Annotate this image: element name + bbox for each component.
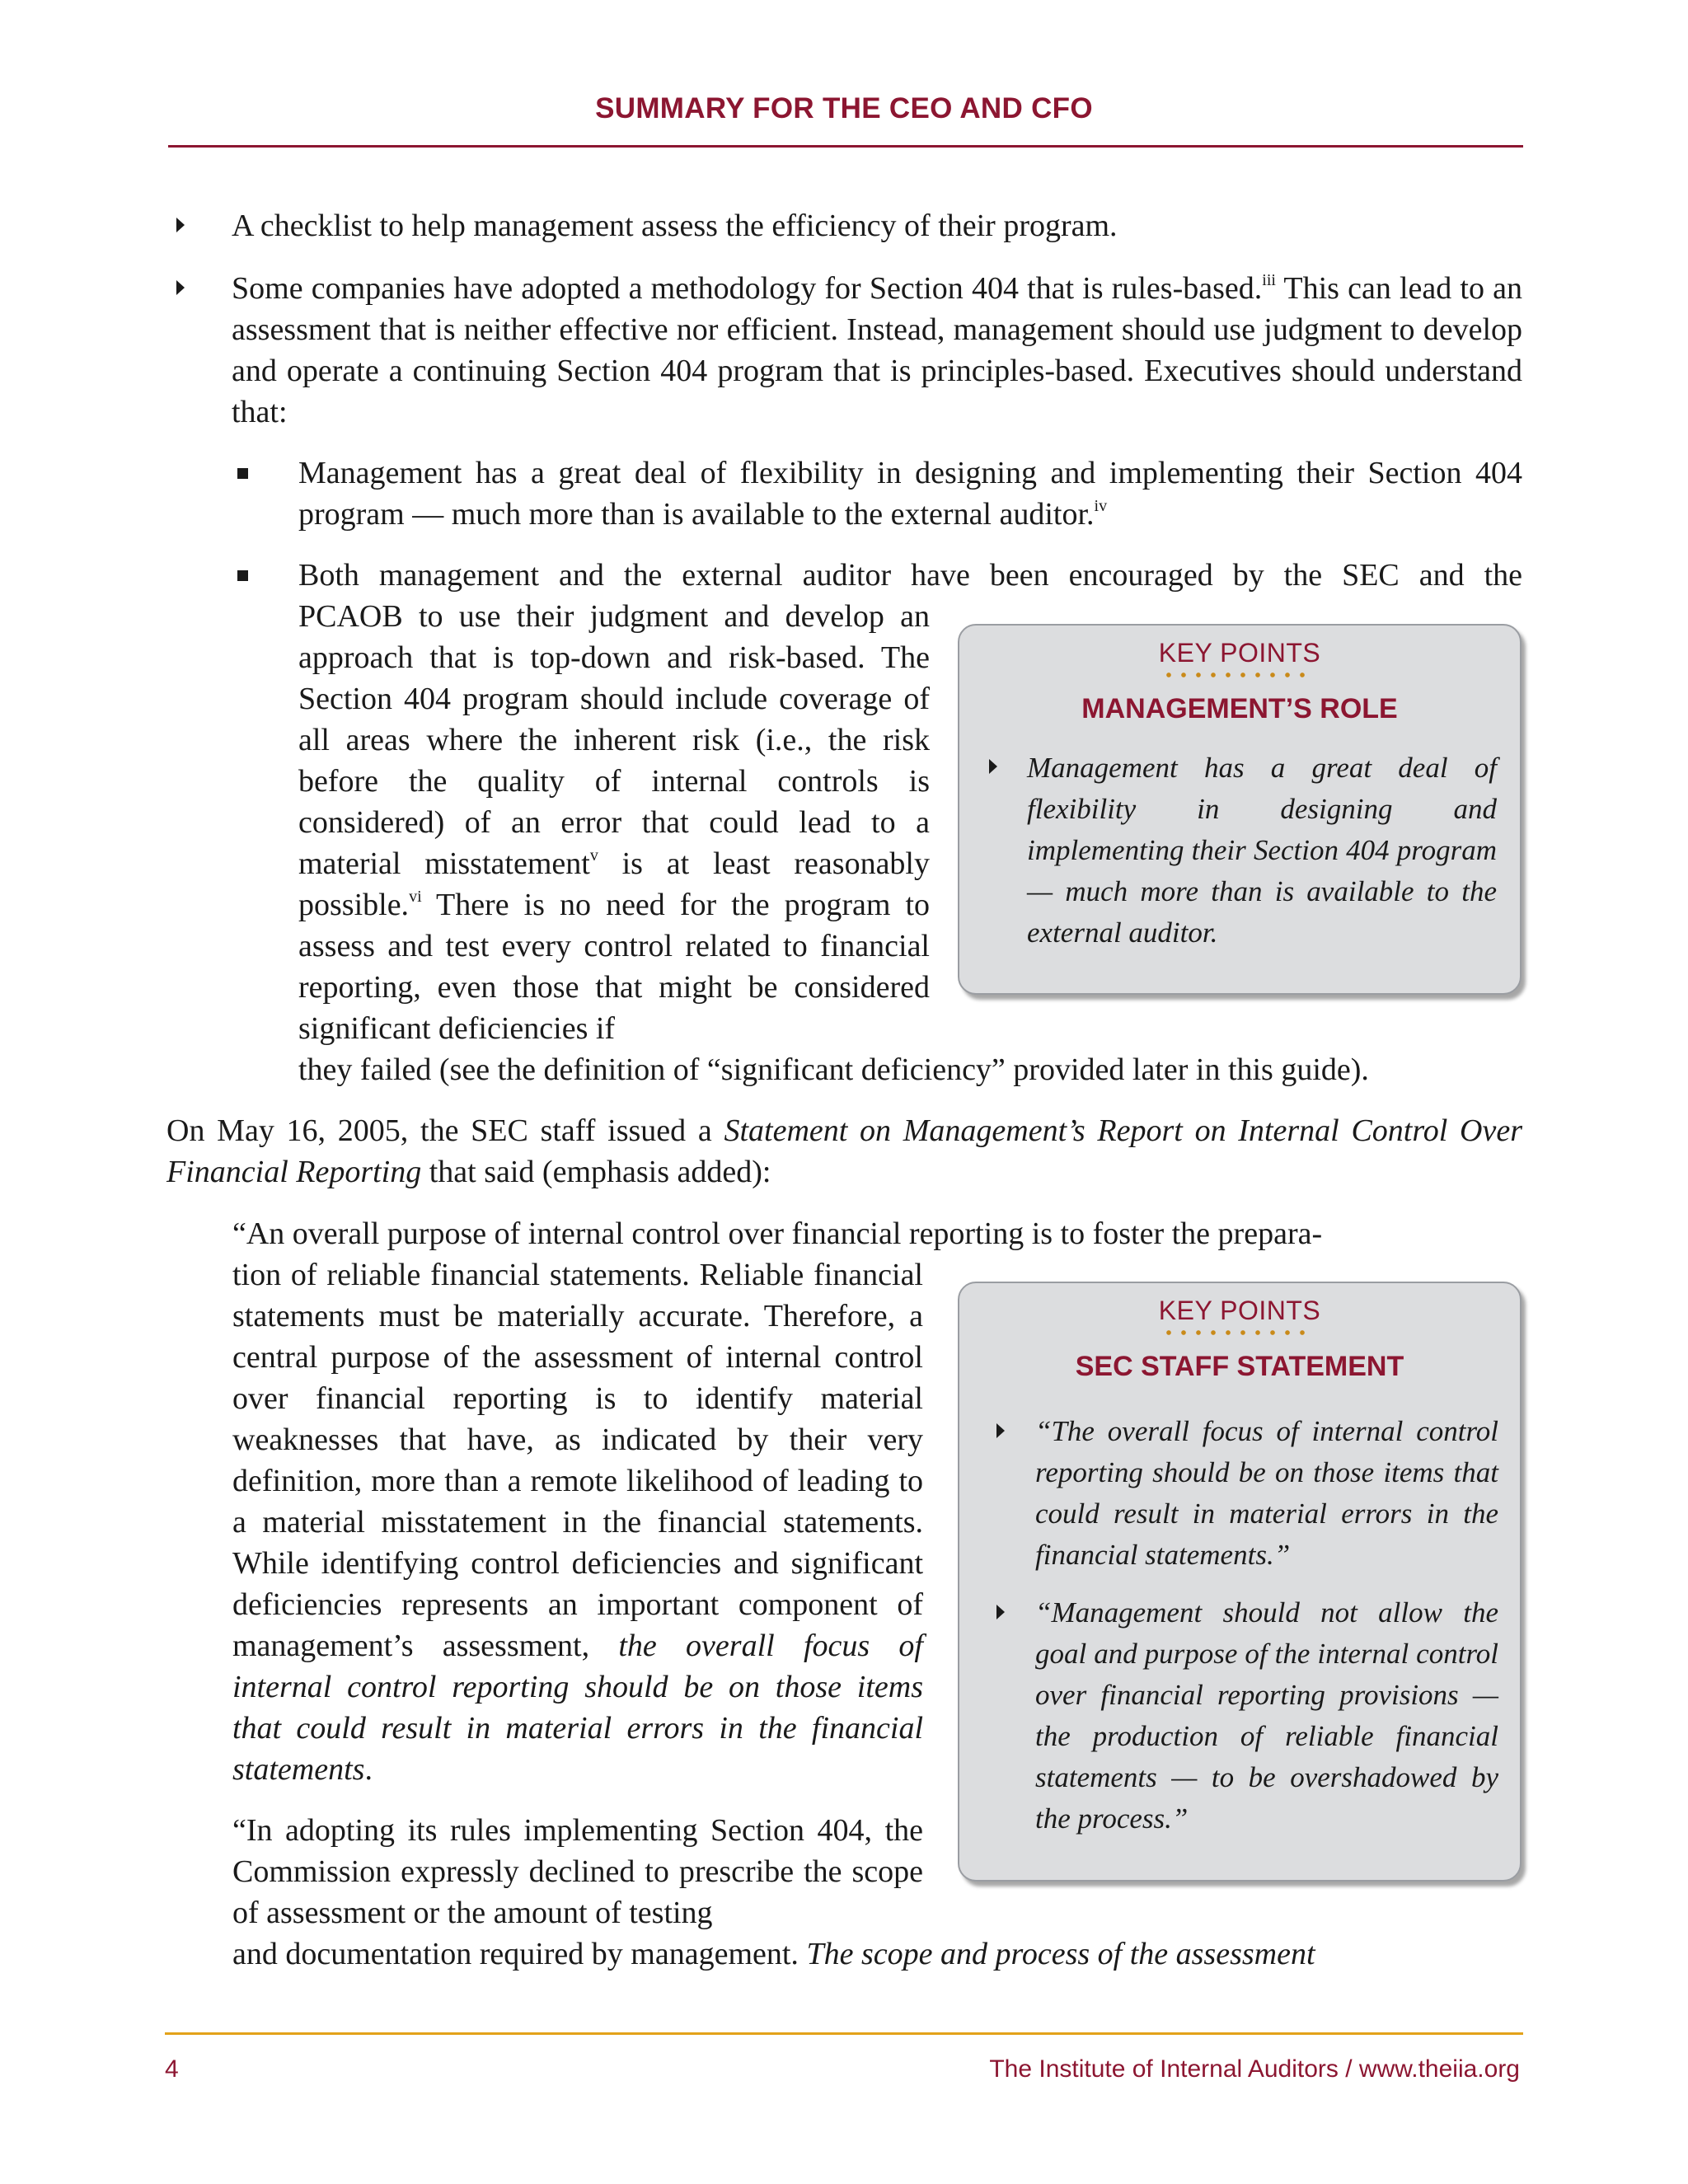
page-number: 4: [165, 2055, 179, 2083]
bullet-arrow-icon: [176, 218, 185, 232]
quote-line: “An overall purpose of internal control over financial reporting is to foster the prepara-: [232, 1216, 1323, 1251]
square-bullet-icon: [237, 468, 248, 479]
key-point-item: “The overall focus of internal control reporting should be on those items that could result in material errors in the financial statements.”: [1035, 1415, 1498, 1571]
header-divider: [168, 145, 1523, 148]
key-points-box-sec-staff: [958, 1282, 1522, 1882]
key-points-title: MANAGEMENT’S ROLE: [1081, 693, 1398, 724]
body-paragraph: On May 16, 2005, the SEC staff issued a Statement on Management’s Report on Internal Control Over Financial Reporting that said (emphasis added):: [166, 1113, 1522, 1189]
footer-divider: [165, 2032, 1523, 2035]
bullet-item: Some companies have adopted a methodology for Section 404 that is rules-based.$^{iii}$ This can lead to an assessment that is neither effective nor efficient. Instead, management should use judgment to develop and operate a continuing Section 404 program that is principles-based. Executives should understand that:: [232, 271, 1522, 429]
footer-organization-link[interactable]: The Institute of Internal Auditors / www.theiia.org: [989, 2055, 1520, 2083]
sub-bullet-line: they failed (see the definition of “significant deficiency” provided later in this guide).: [298, 1052, 1369, 1087]
key-points-label: KEY POINTS: [1158, 1296, 1321, 1325]
quote-column: “In adopting its rules implementing Section 404, the Commission expressly declined to prescribe the scope of assessment or the amount of testing: [232, 1813, 923, 1930]
key-point-item: “Management should not allow the goal and purpose of the internal control over financial reporting provisions — the production of reliable financial statements — to be overshadowed by the process.”: [1035, 1596, 1498, 1835]
key-points-title: SEC STAFF STATEMENT: [1075, 1351, 1404, 1382]
page-header-title: SUMMARY FOR THE CEO AND CFO: [595, 92, 1093, 124]
square-bullet-icon: [237, 570, 248, 581]
bullet-arrow-icon: [989, 759, 997, 774]
sub-bullet-item: Management has a great deal of flexibility in designing and implementing their Section 404 program — much more than is available to the external auditor.$^{iv}$: [298, 456, 1522, 532]
key-point-item: Management has a great deal of flexibility in designing and implementing their Section 404 program — much more than is available to the external auditor.: [1027, 752, 1497, 949]
bullet-arrow-icon: [176, 280, 185, 295]
quote-line: and documentation required by management. The scope and process of the assessment: [232, 1937, 1315, 1971]
quote-column: tion of reliable financial statements. Reliable financial statements must be materially accurate. Therefore, a central purpose of the assessment of internal control over financial reporting is to identify material weaknesses that have, as indicated by their very definition, more than a remote likelihood of leading to a material misstatement in the financial statements. While identifying control deficiencies and significant deficiencies represents an important component of management’s assessment, the overall focus of internal control reporting should be on those items that could result in material errors in the financial statements.: [232, 1258, 923, 1787]
sub-bullet-column: PCAOB to use their judgment and develop an approach that is top-down and risk-based. The Section 404 program should include coverage of all areas where the inherent risk (i.e., the risk before the quality of internal controls is considered) of an error that could lead to a material misstatement$^v$ is at least reasonably possible.$^{vi}$ There is no need for the program to assess and test every control related to financial reporting, even those that might be considered significant deficiencies if: [298, 599, 930, 1046]
dotted-underline: [1161, 1329, 1310, 1336]
bullet-arrow-icon: [996, 1423, 1005, 1438]
bullet-arrow-icon: [996, 1605, 1005, 1619]
key-points-label: KEY POINTS: [1158, 638, 1321, 668]
key-points-box-management-role: [958, 624, 1522, 995]
bullet-item: A checklist to help management assess the efficiency of their program.: [232, 209, 1118, 243]
sub-bullet-line: Both management and the external auditor have been encouraged by the SEC and the: [298, 558, 1522, 593]
dotted-underline: [1161, 672, 1310, 678]
